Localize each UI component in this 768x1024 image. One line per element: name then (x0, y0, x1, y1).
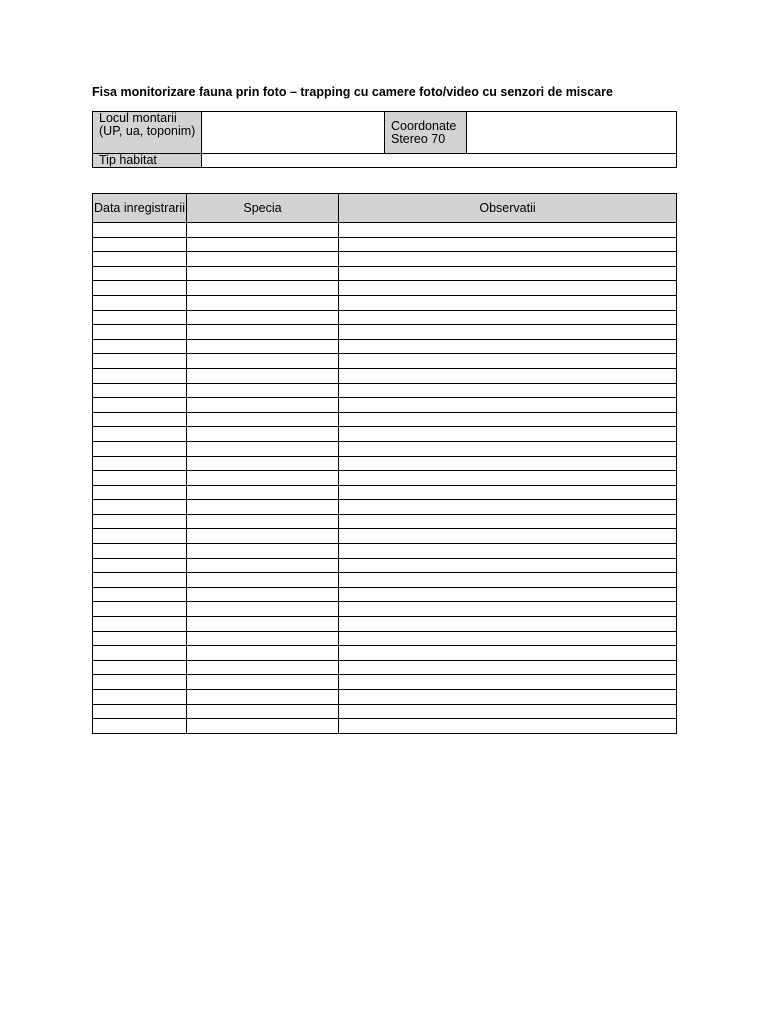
species-cell[interactable] (187, 544, 339, 559)
date-cell[interactable] (93, 558, 187, 573)
table-row (93, 223, 677, 238)
table-row (93, 631, 677, 646)
observations-cell[interactable] (339, 237, 677, 252)
table-row (93, 646, 677, 661)
table-row (93, 325, 677, 340)
observations-cell[interactable] (339, 704, 677, 719)
observations-cell[interactable] (339, 558, 677, 573)
observations-cell[interactable] (339, 383, 677, 398)
date-cell[interactable] (93, 223, 187, 238)
species-cell[interactable] (187, 631, 339, 646)
table-row (93, 544, 677, 559)
table-row (93, 281, 677, 296)
species-cell[interactable] (187, 339, 339, 354)
species-cell[interactable] (187, 354, 339, 369)
observations-cell[interactable] (339, 427, 677, 442)
date-cell[interactable] (93, 266, 187, 281)
observations-cell[interactable] (339, 398, 677, 413)
table-row (93, 573, 677, 588)
date-cell[interactable] (93, 412, 187, 427)
table-row (93, 456, 677, 471)
species-cell[interactable] (187, 617, 339, 632)
species-cell[interactable] (187, 266, 339, 281)
species-cell[interactable] (187, 529, 339, 544)
species-cell[interactable] (187, 398, 339, 413)
date-cell[interactable] (93, 514, 187, 529)
location-field[interactable] (202, 112, 385, 154)
date-cell[interactable] (93, 485, 187, 500)
species-cell[interactable] (187, 368, 339, 383)
table-row (93, 500, 677, 515)
species-cell[interactable] (187, 252, 339, 267)
table-row (93, 660, 677, 675)
species-cell[interactable] (187, 660, 339, 675)
species-cell[interactable] (187, 719, 339, 734)
species-cell[interactable] (187, 500, 339, 515)
observation-log-table (92, 193, 677, 734)
observations-cell[interactable] (339, 252, 677, 267)
observations-cell[interactable] (339, 690, 677, 705)
date-cell[interactable] (93, 471, 187, 486)
species-cell[interactable] (187, 646, 339, 661)
date-cell[interactable] (93, 529, 187, 544)
table-row (93, 514, 677, 529)
observations-cell[interactable] (339, 471, 677, 486)
table-row (93, 339, 677, 354)
date-cell[interactable] (93, 456, 187, 471)
species-cell[interactable] (187, 281, 339, 296)
species-cell[interactable] (187, 223, 339, 238)
date-cell[interactable] (93, 675, 187, 690)
observations-cell[interactable] (339, 295, 677, 310)
date-cell[interactable] (93, 646, 187, 661)
site-info-table (92, 111, 677, 168)
species-cell[interactable] (187, 573, 339, 588)
observations-cell[interactable] (339, 281, 677, 296)
observations-cell[interactable] (339, 719, 677, 734)
table-row (93, 383, 677, 398)
table-row (93, 310, 677, 325)
observations-cell[interactable] (339, 325, 677, 340)
observations-cell[interactable] (339, 529, 677, 544)
date-cell[interactable] (93, 660, 187, 675)
observations-cell[interactable] (339, 675, 677, 690)
observations-cell[interactable] (339, 266, 677, 281)
observations-cell[interactable] (339, 441, 677, 456)
table-row (93, 398, 677, 413)
species-cell[interactable] (187, 471, 339, 486)
observations-cell[interactable] (339, 587, 677, 602)
observations-cell[interactable] (339, 456, 677, 471)
date-cell[interactable] (93, 383, 187, 398)
date-cell[interactable] (93, 544, 187, 559)
date-cell[interactable] (93, 325, 187, 340)
header-date: Data inregistrarii (93, 194, 187, 223)
coordinates-field[interactable] (467, 112, 677, 154)
date-cell[interactable] (93, 310, 187, 325)
date-cell[interactable] (93, 339, 187, 354)
table-row (93, 617, 677, 632)
observations-cell[interactable] (339, 631, 677, 646)
date-cell[interactable] (93, 573, 187, 588)
species-cell[interactable] (187, 441, 339, 456)
table-row (93, 354, 677, 369)
date-cell[interactable] (93, 704, 187, 719)
observations-cell[interactable] (339, 223, 677, 238)
table-row (93, 719, 677, 734)
date-cell[interactable] (93, 617, 187, 632)
observations-cell[interactable] (339, 339, 677, 354)
date-cell[interactable] (93, 719, 187, 734)
date-cell[interactable] (93, 398, 187, 413)
table-row (93, 295, 677, 310)
coordinates-label: Coordonate Stereo 70 (385, 112, 467, 154)
table-row (93, 237, 677, 252)
header-species: Specia (187, 194, 339, 223)
observations-cell[interactable] (339, 485, 677, 500)
table-row (93, 675, 677, 690)
date-cell[interactable] (93, 252, 187, 267)
species-cell[interactable] (187, 558, 339, 573)
table-row (93, 368, 677, 383)
date-cell[interactable] (93, 237, 187, 252)
table-row (93, 704, 677, 719)
observations-cell[interactable] (339, 660, 677, 675)
date-cell[interactable] (93, 441, 187, 456)
species-cell[interactable] (187, 295, 339, 310)
observations-cell[interactable] (339, 310, 677, 325)
species-cell[interactable] (187, 704, 339, 719)
species-cell[interactable] (187, 602, 339, 617)
observations-cell[interactable] (339, 573, 677, 588)
table-row (93, 252, 677, 267)
species-cell[interactable] (187, 690, 339, 705)
species-cell[interactable] (187, 675, 339, 690)
table-row (93, 529, 677, 544)
log-body (93, 223, 677, 734)
observations-cell[interactable] (339, 412, 677, 427)
species-cell[interactable] (187, 310, 339, 325)
date-cell[interactable] (93, 587, 187, 602)
habitat-field[interactable] (202, 154, 677, 168)
species-cell[interactable] (187, 456, 339, 471)
date-cell[interactable] (93, 354, 187, 369)
header-observations: Observatii (339, 194, 677, 223)
date-cell[interactable] (93, 602, 187, 617)
date-cell[interactable] (93, 281, 187, 296)
observations-cell[interactable] (339, 544, 677, 559)
species-cell[interactable] (187, 485, 339, 500)
observations-cell[interactable] (339, 354, 677, 369)
habitat-label: Tip habitat (93, 154, 202, 168)
log-header-row (93, 194, 677, 223)
date-cell[interactable] (93, 500, 187, 515)
document-title: Fisa monitorizare fauna prin foto – trapping cu camere foto/video cu senzori de miscare (92, 85, 613, 99)
date-cell[interactable] (93, 427, 187, 442)
species-cell[interactable] (187, 587, 339, 602)
species-cell[interactable] (187, 237, 339, 252)
species-cell[interactable] (187, 383, 339, 398)
date-cell[interactable] (93, 368, 187, 383)
table-row (93, 266, 677, 281)
species-cell[interactable] (187, 412, 339, 427)
species-cell[interactable] (187, 325, 339, 340)
species-cell[interactable] (187, 514, 339, 529)
table-row (93, 558, 677, 573)
table-row (93, 485, 677, 500)
observations-cell[interactable] (339, 368, 677, 383)
date-cell[interactable] (93, 295, 187, 310)
table-row (93, 471, 677, 486)
observations-cell[interactable] (339, 500, 677, 515)
table-row (93, 412, 677, 427)
table-row (93, 427, 677, 442)
date-cell[interactable] (93, 690, 187, 705)
date-cell[interactable] (93, 631, 187, 646)
table-row (93, 602, 677, 617)
observations-cell[interactable] (339, 617, 677, 632)
table-row (93, 587, 677, 602)
observations-cell[interactable] (339, 646, 677, 661)
table-row (93, 690, 677, 705)
observations-cell[interactable] (339, 514, 677, 529)
observations-cell[interactable] (339, 602, 677, 617)
location-label: Locul montarii (UP, ua, toponim) (93, 112, 202, 154)
species-cell[interactable] (187, 427, 339, 442)
table-row (93, 441, 677, 456)
